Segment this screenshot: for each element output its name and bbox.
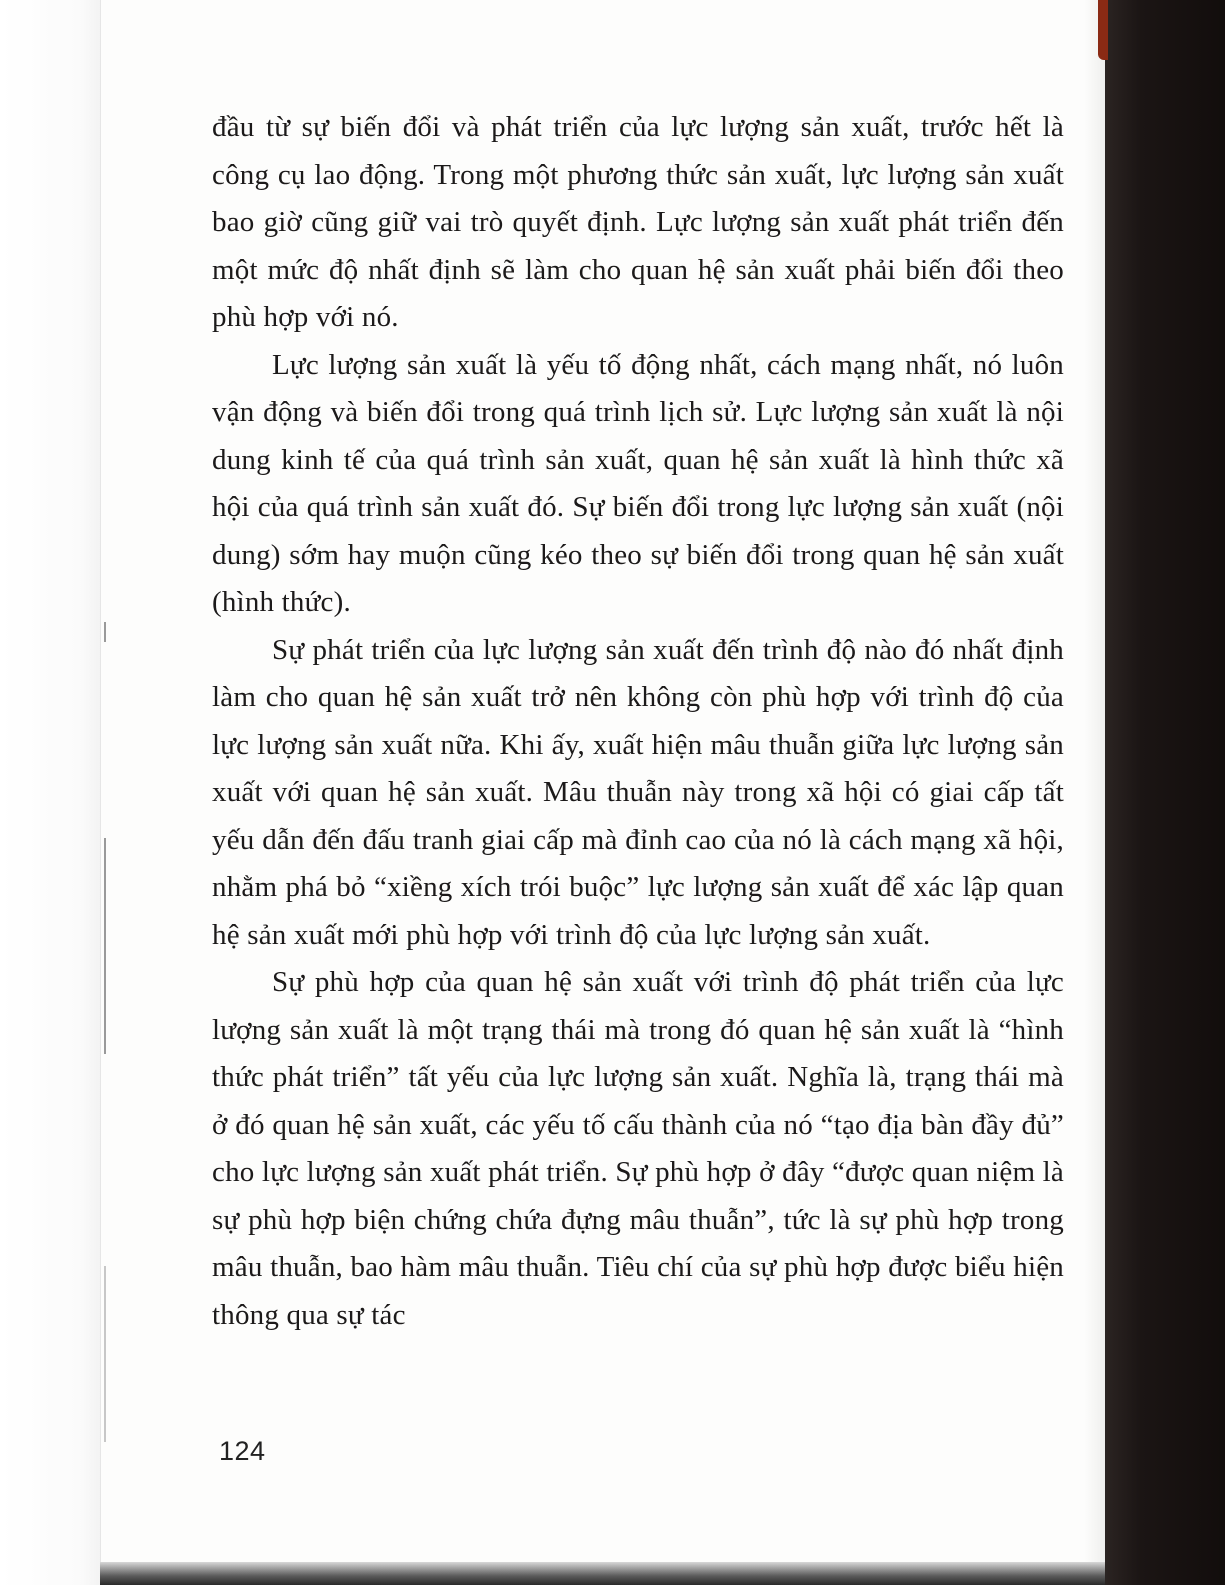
page-gutter-shadow: [1084, 0, 1106, 1568]
paragraph-3: Sự phát triển của lực lượng sản xuất đến trình độ nào đó nhất định làm cho quan hệ sản xuất trở nên không còn phù hợp với trình độ của lực lượng sản xuất nữa. Khi ấy, xuất hiện mâu thuẫn giữa lực lượng sản xuất với quan hệ sản xuất. Mâu thuẫn này trong xã hội có giai cấp tất yếu dẫn đến đấu tranh giai cấp mà đỉnh cao của nó là cách mạng xã hội, nhằm phá bỏ “xiềng xích trói buộc” lực lượng sản xuất để xác lập quan hệ sản xuất mới phù hợp với trình độ của lực lượng sản xuất.: [212, 633, 1064, 951]
page-bottom-shadow: [100, 1562, 1105, 1585]
page-number: 124: [219, 1436, 266, 1466]
paragraph-2: Lực lượng sản xuất là yếu tố động nhất, cách mạng nhất, nó luôn vận động và biến đổi trong quá trình lịch sử. Lực lượng sản xuất là nội dung kinh tế của quá trình sản xuất, quan hệ sản xuất là hình thức xã hội của quá trình sản xuất đó. Sự biến đổi trong lực lượng sản xuất (nội dung) sớm hay muộn cũng kéo theo sự biến đổi trong quan hệ sản xuất (hình thức).: [212, 348, 1064, 618]
scan-background-left: [0, 0, 100, 1585]
scan-margin-mark: [104, 622, 106, 642]
book-cover-edge: [1105, 0, 1225, 1585]
book-cover-accent: [1098, 0, 1108, 60]
scan-margin-mark: [104, 838, 106, 1054]
body-text: [212, 104, 1064, 1339]
scan-margin-mark: [104, 1266, 106, 1442]
paragraph-4: Sự phù hợp của quan hệ sản xuất với trình độ phát triển của lực lượng sản xuất là một trạng thái mà trong đó quan hệ sản xuất là “hình thức phát triển” tất yếu của lực lượng sản xuất. Nghĩa là, trạng thái mà ở đó quan hệ sản xuất, các yếu tố cấu thành của nó “tạo địa bàn đầy đủ” cho lực lượng sản xuất phát triển. Sự phù hợp ở đây “được quan niệm là sự phù hợp biện chứng chứa đựng mâu thuẫn”, tức là sự phù hợp trong mâu thuẫn, bao hàm mâu thuẫn. Tiêu chí của sự phù hợp được biểu hiện thông qua sự tác: [212, 966, 1064, 1331]
paragraph-1: đầu từ sự biến đổi và phát triển của lực lượng sản xuất, trước hết là công cụ lao động. Trong một phương thức sản xuất, lực lượng sản xuất bao giờ cũng giữ vai trò quyết định. Lực lượng sản xuất phát triển đến một mức độ nhất định sẽ làm cho quan hệ sản xuất phải biến đổi theo phù hợp với nó.: [212, 111, 1064, 333]
